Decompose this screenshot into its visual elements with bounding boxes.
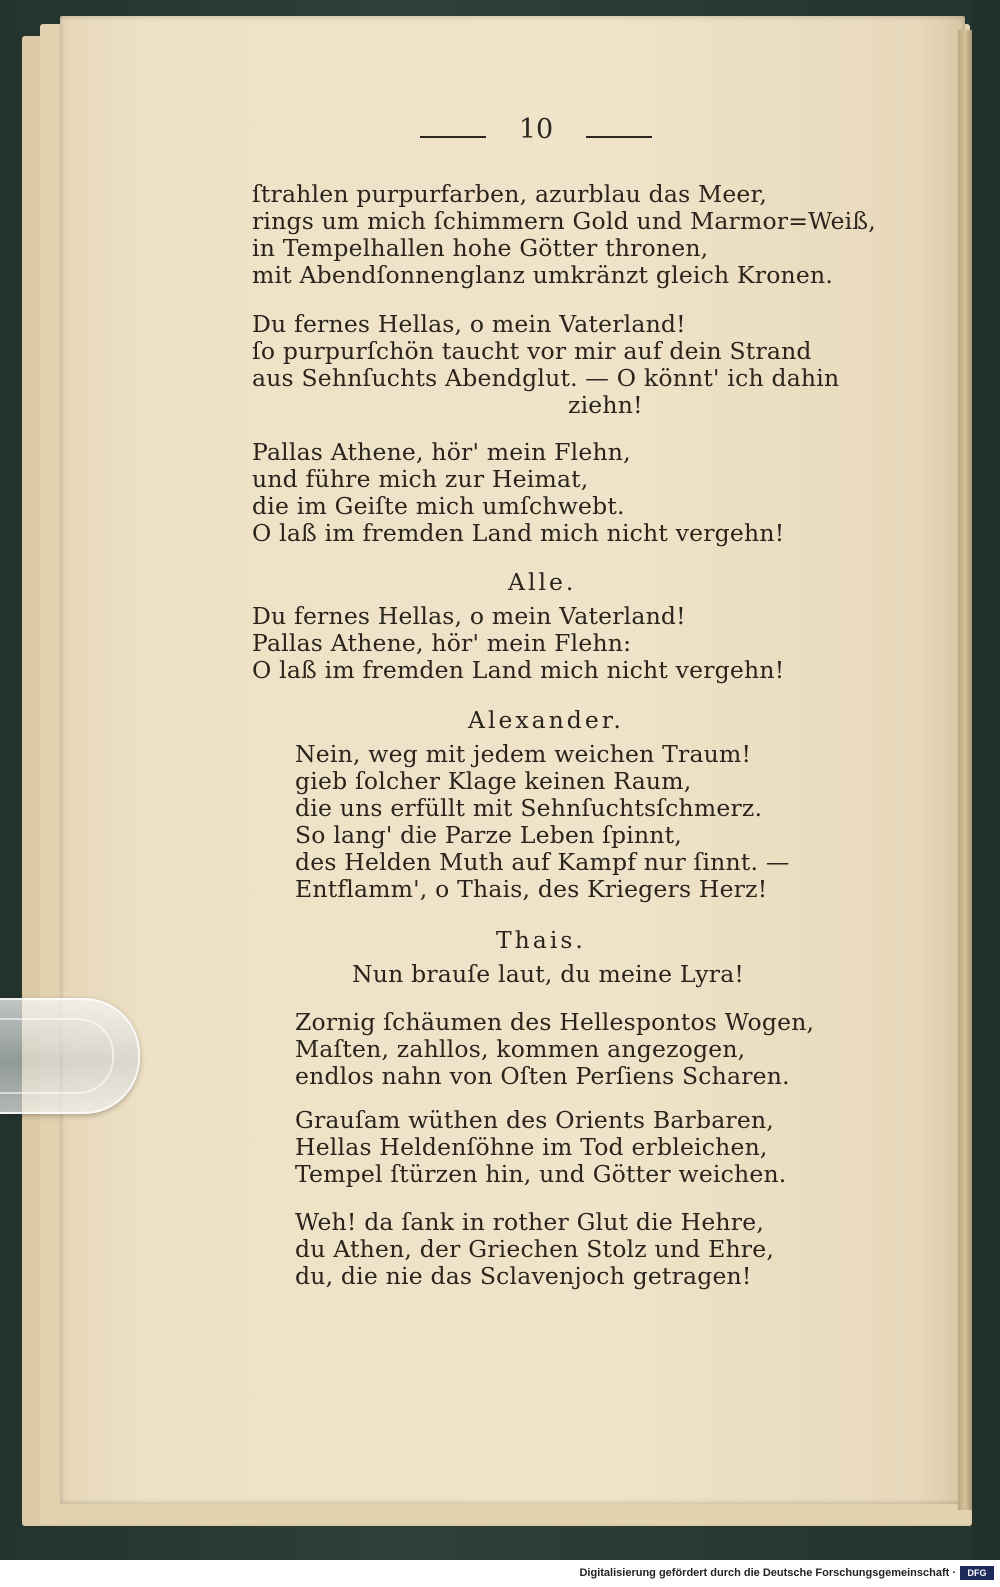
- verse-line: Pallas Athene, hör' mein Flehn:: [252, 629, 632, 657]
- verse-line: Nun brauſe laut, du meine Lyra!: [352, 960, 745, 988]
- poem-text: [60, 0, 965, 1488]
- verse-line: gieb ſolcher Klage keinen Raum,: [295, 767, 692, 795]
- scan-background-right: [972, 0, 1000, 1587]
- verse-line: Entflamm', o Thais, des Kriegers Herz!: [295, 875, 768, 903]
- verse-line: Maſten, zahllos, kommen angezogen,: [295, 1035, 746, 1063]
- verse-line: Grauſam wüthen des Orients Barbaren,: [295, 1106, 774, 1134]
- digitization-footer: [0, 1560, 1000, 1587]
- verse-line: du Athen, der Griechen Stolz und Ehre,: [295, 1235, 774, 1263]
- speaker-heading: Alle.: [508, 568, 577, 596]
- verse-line: Weh! da ſank in rother Glut die Hehre,: [295, 1208, 764, 1236]
- verse-line: die uns erfüllt mit Sehnſuchtsſchmerz.: [295, 794, 763, 822]
- verse-line: Du fernes Hellas, o mein Vaterland!: [252, 602, 686, 630]
- verse-line: O laß im fremden Land mich nicht vergehn!: [252, 656, 785, 684]
- verse-line: aus Sehnſuchts Abendglut. — O könnt' ich dahin: [252, 364, 840, 392]
- verse-line: endlos nahn von Oſten Perſiens Scharen.: [295, 1062, 790, 1090]
- verse-line: des Helden Muth auf Kampf nur ſinnt. —: [295, 848, 790, 876]
- verse-line: Nein, weg mit jedem weichen Traum!: [295, 740, 752, 768]
- verse-line: Zornig ſchäumen des Hellespontos Wogen,: [295, 1008, 815, 1036]
- verse-line: und führe mich zur Heimat,: [252, 465, 589, 493]
- verse-line: Du fernes Hellas, o mein Vaterland!: [252, 310, 686, 338]
- verse-line: ziehn!: [568, 391, 643, 419]
- verse-line: Tempel ſtürzen hin, und Götter weichen.: [295, 1160, 787, 1188]
- verse-line: ſtrahlen purpurfarben, azurblau das Meer,: [252, 180, 768, 208]
- verse-line: So lang' die Parze Leben ſpinnt,: [295, 821, 682, 849]
- verse-line: in Tempelhallen hohe Götter thronen,: [252, 234, 709, 262]
- verse-line: Hellas Heldenſöhne im Tod erbleichen,: [295, 1133, 768, 1161]
- verse-line: ſo purpurſchön taucht vor mir auf dein Strand: [252, 337, 812, 365]
- footer-credit: Digitalisierung gefördert durch die Deutsche Forschungsgemeinschaft ·: [579, 1567, 956, 1579]
- verse-line: die im Geiſte mich umſchwebt.: [252, 492, 625, 520]
- verse-line: rings um mich ſchimmern Gold und Marmor=Weiß,: [252, 207, 876, 235]
- paper-clip-inner-loop: [0, 1018, 114, 1094]
- page-number: 10: [518, 114, 554, 145]
- verse-line: du, die nie das Sclavenjoch getragen!: [295, 1262, 752, 1290]
- verse-line: O laß im fremden Land mich nicht vergehn!: [252, 519, 785, 547]
- dfg-logo: DFG: [960, 1566, 994, 1580]
- speaker-heading: Thais.: [496, 926, 586, 954]
- speaker-heading: Alexander.: [468, 706, 624, 734]
- verse-line: Pallas Athene, hör' mein Flehn,: [252, 438, 631, 466]
- verse-line: mit Abendſonnenglanz umkränzt gleich Kronen.: [252, 261, 833, 289]
